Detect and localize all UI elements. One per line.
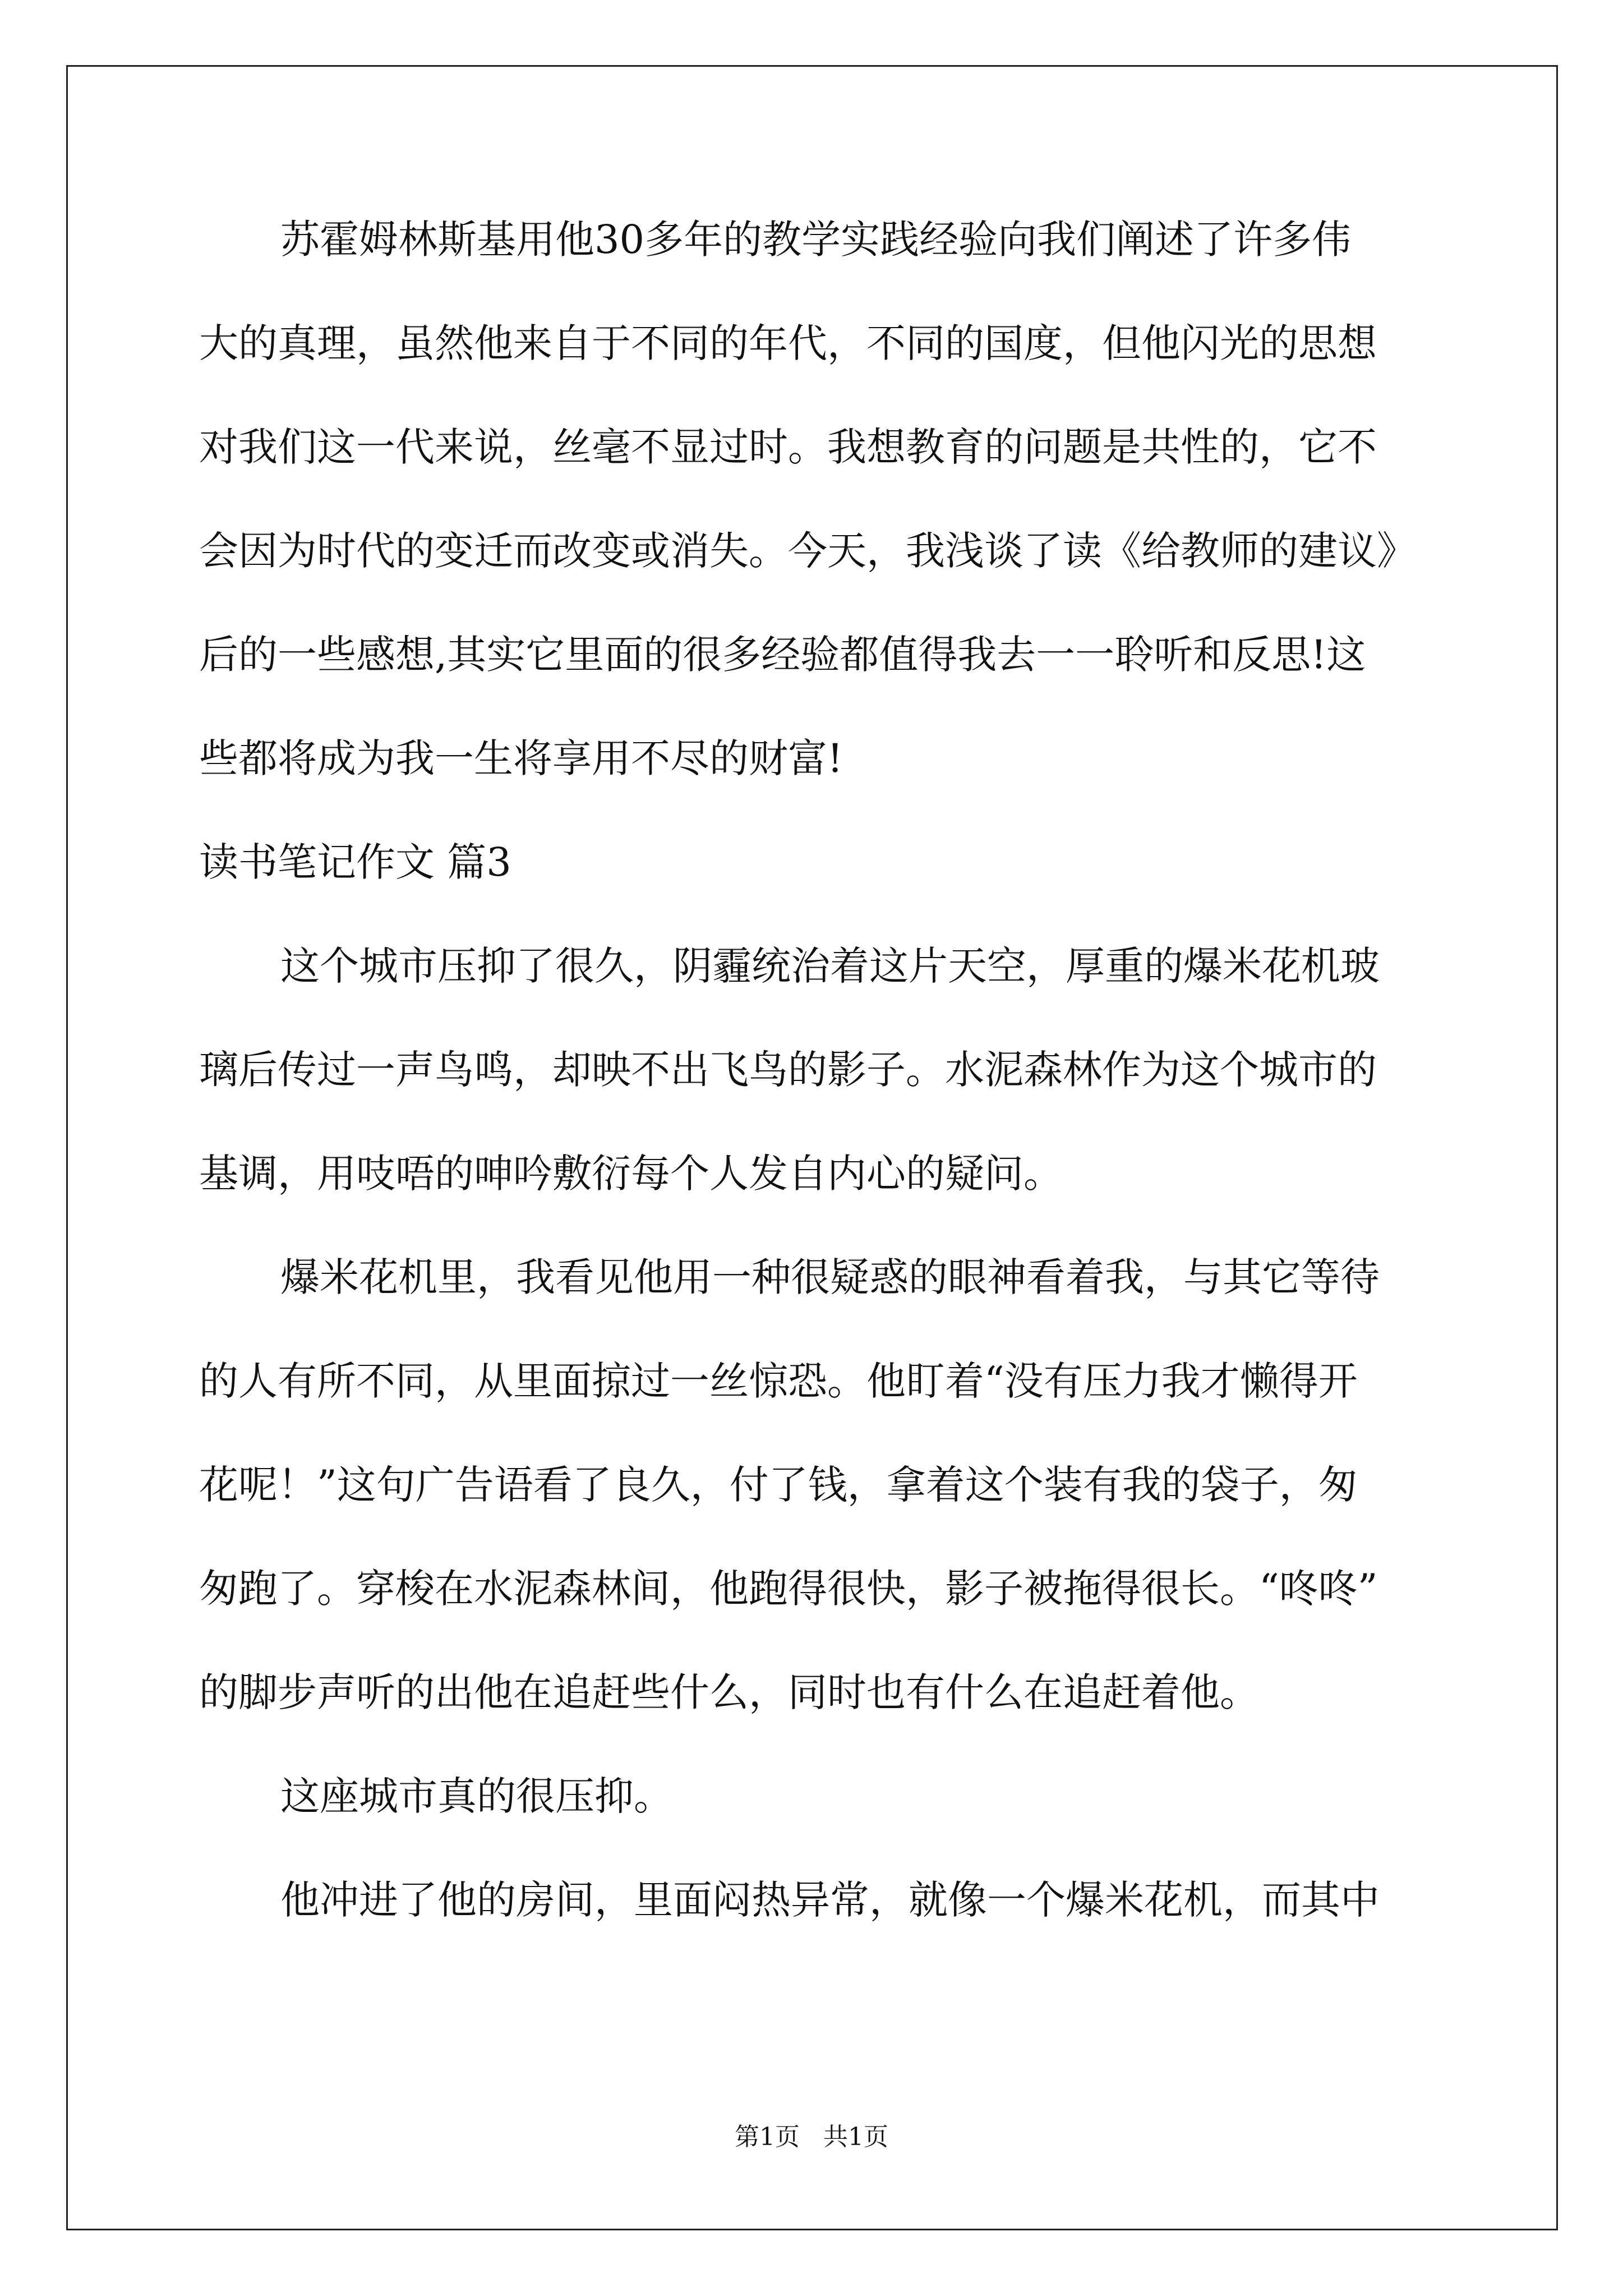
paragraph-line: 他冲进了他的房间，里面闷热异常，就像一个爆米花机，而其中 — [280, 1877, 1380, 1923]
paragraph-line: 苏霍姆林斯基用他30多年的教学实践经验向我们阐述了许多伟 — [280, 217, 1352, 263]
paragraph-line: 花呢！”这句广告语看了良久，付了钱，拿着这个装有我的袋子，匆 — [199, 1462, 1358, 1508]
page-footer: 第1页 共1页 — [735, 2123, 888, 2151]
paragraph-line: 这座城市真的很压抑。 — [280, 1773, 673, 1819]
section-heading: 读书笔记作文 篇3 — [199, 839, 511, 885]
paragraph-line: 些都将成为我一生将享用不尽的财富! — [199, 735, 843, 781]
paragraph-line: 大的真理，虽然他来自于不同的年代，不同的国度，但他闪光的思想 — [199, 320, 1377, 366]
paragraph-line: 匆跑了。穿梭在水泥森林间，他跑得很快，影子被拖得很长。“咚咚” — [199, 1566, 1378, 1612]
paragraph-line: 基调，用吱唔的呻吟敷衍每个人发自内心的疑问。 — [199, 1151, 1063, 1197]
paragraph-line: 对我们这一代来说，丝毫不显过时。我想教育的问题是共性的，它不 — [199, 424, 1377, 470]
paragraph-line: 后的一些感想,其实它里面的很多经验都值得我去一一聆听和反思!这 — [199, 632, 1366, 678]
paragraph-line: 的脚步声听的出他在追赶些什么，同时也有什么在追赶着他。 — [199, 1669, 1259, 1715]
paragraph-line: 这个城市压抑了很久，阴霾统治着这片天空，厚重的爆米花机玻 — [280, 943, 1380, 989]
paragraph-line: 的人有所不同，从里面掠过一丝惊恐。他盯着“没有压力我才懒得开 — [199, 1358, 1358, 1404]
paragraph-line: 璃后传过一声鸟鸣，却映不出飞鸟的影子。水泥森林作为这个城市的 — [199, 1047, 1377, 1093]
paragraph-line: 会因为时代的变迁而改变或消失。今天，我浅谈了读《给教师的建议》 — [199, 528, 1416, 574]
paragraph-line: 爆米花机里，我看见他用一种很疑惑的眼神看着我，与其它等待 — [280, 1254, 1380, 1300]
